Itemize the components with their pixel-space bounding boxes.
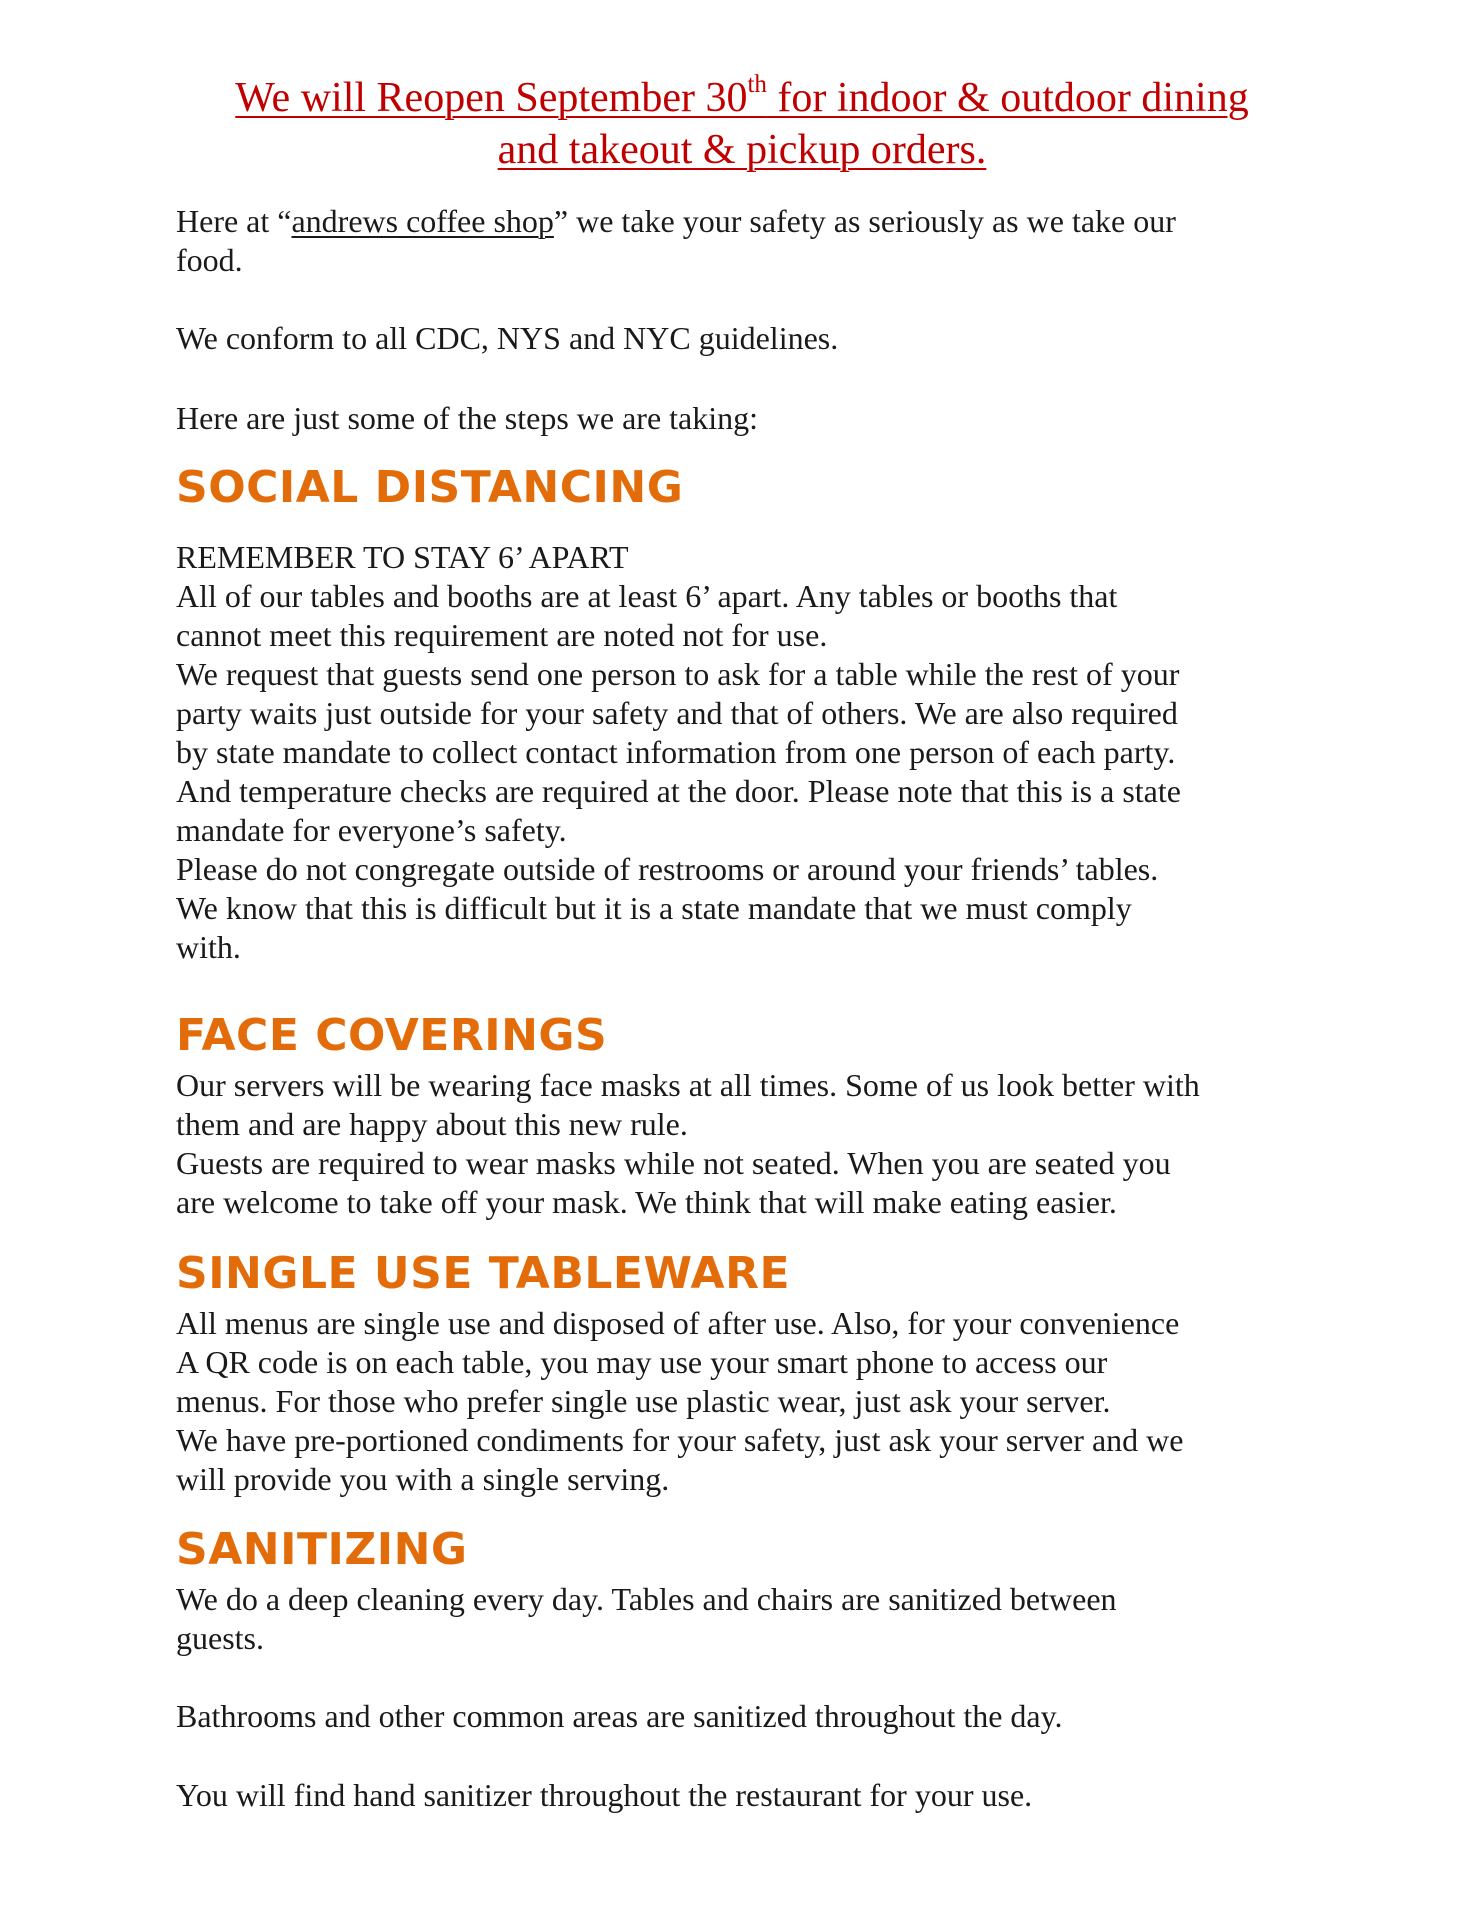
social-distancing-heading: SOCIAL DISTANCING [176, 462, 684, 513]
shop-name: andrews coffee shop [291, 203, 554, 239]
sanitizing-body: We do a deep cleaning every day. Tables and chairs are sanitized between guests. [176, 1581, 1117, 1656]
reopen-title-line2: and takeout & pickup orders. [497, 127, 987, 173]
reopen-title [150, 72, 1334, 176]
face-coverings-heading: FACE COVERINGS [176, 1010, 608, 1061]
sanitizing-bathrooms-paragraph: Bathrooms and other common areas are sanitized throughout the day. [176, 1698, 1063, 1734]
sanitizing-heading: SANITIZING [176, 1524, 468, 1575]
intro-safety-paragraph: Here at “andrews coffee shop” we take your safety as seriously as we take our food. [176, 203, 1176, 278]
face-coverings-body: Our servers will be wearing face masks at all times. Some of us look better with them and are happy about this new rule. Guests are required to wear masks while not seated. When you are seated you are welcome to take off your mask. We think that will make eating easier. [176, 1067, 1200, 1220]
ordinal-suffix: th [747, 71, 767, 98]
intro-steps-paragraph: Here are just some of the steps we are taking: [176, 400, 759, 436]
sanitizing-hand-paragraph: You will find hand sanitizer throughout the restaurant for your use. [176, 1777, 1033, 1813]
social-distancing-body: REMEMBER TO STAY 6’ APART All of our tables and booths are at least 6’ apart. Any tables or booths that cannot meet this requirement are noted not for use. We request that guests send one person to ask for a table while the rest of your party waits just outside for your safety and that of others. We are also required by state mandate to collect contact information from one person of each party. And temperature checks are required at the door. Please note that this is a state mandate for everyone’s safety. Please do not congregate outside of restrooms or around your friends’ tables. We know that this is difficult but it is a state mandate that we must comply with. [176, 539, 1181, 965]
intro-conform-paragraph: We conform to all CDC, NYS and NYC guidelines. [176, 320, 839, 356]
reopen-title-line1: We will Reopen September 30th for indoor & outdoor dining [235, 71, 1249, 121]
single-use-tableware-body: All menus are single use and disposed of after use. Also, for your convenience A QR code is on each table, you may use your smart phone to access our menus. For those who prefer single use plastic wear, just ask your server. We have pre-portioned condiments for your safety, just ask your server and we will provide you with a single serving. [176, 1305, 1184, 1497]
single-use-tableware-heading: SINGLE USE TABLEWARE [176, 1248, 791, 1299]
